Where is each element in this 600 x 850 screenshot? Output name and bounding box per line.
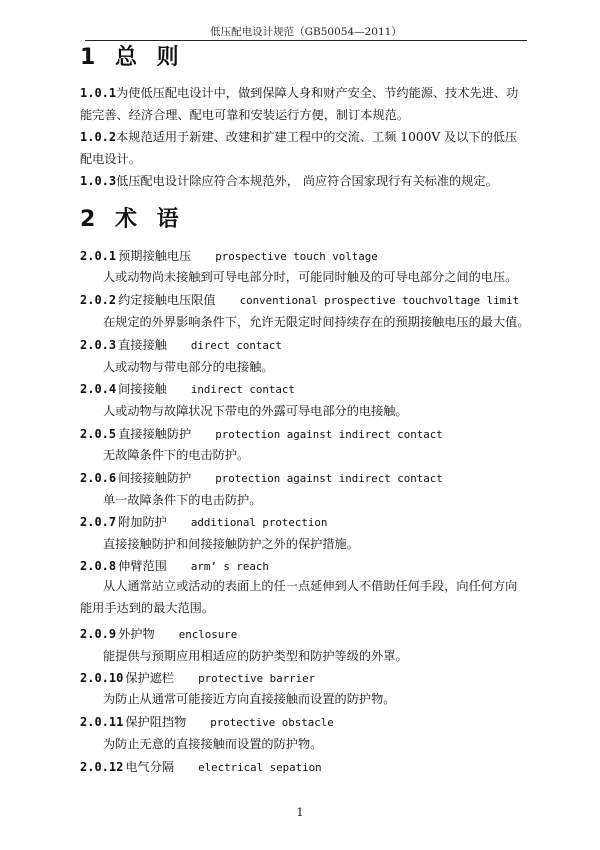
term-2-0-6: [80, 469, 443, 488]
term-2-0-5: [80, 425, 443, 444]
term-zh: 间接接触防护: [118, 471, 192, 485]
clause-text: 低压配电设计除应符合本规范外， 尚应符合国家现行有关标准的规定。: [116, 174, 498, 188]
term-en: protective obstacle: [210, 716, 334, 729]
term-en: conventional prospective touchvoltage limit: [239, 294, 520, 307]
term-en: additional protection: [190, 516, 328, 529]
clause-number: 1.0.1: [80, 86, 117, 100]
term-2-0-11: [80, 713, 334, 732]
chapter-1-title: 1 总 则: [80, 45, 185, 70]
clause-1-0-1: [80, 82, 522, 126]
term-definition: 为防止从通常可能接近方向直接接触而设置的防护物。: [103, 692, 396, 706]
term-zh: 预期接触电压: [118, 249, 192, 263]
term-zh: 电气分隔: [125, 760, 175, 774]
clause-text: 为使低压配电设计中，做到保障人身和财产安全、节约能源、技术先进、功能完善、经济合理、配电可靠和安装运行方便，制订本规范。: [80, 86, 519, 122]
term-number: 2.0.1: [80, 249, 117, 263]
term-2-0-7: [80, 513, 327, 532]
term-definition: 人或动物与带电部分的电接触。: [103, 360, 274, 374]
term-zh: 保护阻挡物: [125, 715, 187, 729]
term-zh: 保护遮栏: [125, 671, 175, 685]
term-2-0-8: [80, 557, 269, 576]
running-header: 低压配电设计规范（GB50054—2011）: [210, 26, 402, 38]
term-number: 2.0.10: [80, 671, 124, 685]
term-number: 2.0.11: [80, 715, 124, 729]
term-definition: 直接接触防护和间接接触防护之外的保护措施。: [103, 537, 359, 551]
term-2-0-10: [80, 669, 315, 688]
term-number: 2.0.5: [80, 427, 117, 441]
page-number: 1: [296, 806, 304, 819]
term-number: 2.0.7: [80, 515, 117, 529]
term-en: prospective touch voltage: [215, 250, 378, 263]
term-zh: 外护物: [118, 627, 155, 641]
term-en: protective barrier: [198, 672, 316, 685]
clause-number: 1.0.2: [80, 130, 117, 144]
term-en: enclosure: [178, 628, 238, 641]
clause-1-0-2: [80, 126, 522, 170]
chapter-2-title: 2 术 语: [80, 207, 185, 232]
term-definition: 从人通常站立或活动的表面上的任一点延伸到人不借助任何手段，向任何方向能用手达到的最大范围。: [80, 579, 518, 615]
term-en: protection against indirect contact: [215, 472, 443, 485]
clause-text: 本规范适用于新建、改建和扩建工程中的交流、工频 1000V 及以下的低压配电设计。: [80, 130, 518, 166]
term-en: direct contact: [190, 339, 282, 352]
term-2-0-4: [80, 380, 295, 399]
term-definition: 能提供与预期应用相适应的防护类型和防护等级的外罩。: [103, 649, 408, 663]
term-2-0-9: [80, 625, 237, 644]
term-zh: 间接接触: [118, 382, 167, 396]
term-number: 2.0.9: [80, 627, 117, 641]
term-zh: 附加防护: [118, 515, 167, 529]
term-definition: 无故障条件下的电击防护。: [103, 448, 250, 462]
term-zh: 直接接触防护: [118, 427, 192, 441]
term-number: 2.0.4: [80, 382, 117, 396]
term-number: 2.0.2: [80, 293, 117, 307]
term-definition: 人或动物与故障状况下带电的外露可导电部分的电接触。: [103, 404, 408, 418]
term-2-0-3: [80, 336, 282, 355]
term-definition: 为防止无意的直接接触而设置的防护物。: [103, 737, 323, 751]
term-definition: 在规定的外界影响条件下，允许无限定时间持续存在的预期接触电压的最大值。: [103, 315, 530, 329]
term-2-0-1: [80, 247, 378, 266]
term-number: 2.0.8: [80, 559, 117, 573]
term-zh: 约定接触电压限值: [118, 293, 216, 307]
term-en: indirect contact: [190, 383, 295, 396]
clause-number: 1.0.3: [80, 174, 117, 188]
clause-1-0-3: [80, 170, 522, 192]
term-zh: 伸臂范围: [118, 559, 167, 573]
term-en: arm’ s reach: [190, 560, 269, 573]
term-en: electrical sepation: [198, 761, 322, 774]
term-number: 2.0.6: [80, 471, 117, 485]
term-en: protection against indirect contact: [215, 428, 443, 441]
term-definition: 人或动物尚未接触到可导电部分时，可能同时触及的可导电部分之间的电压。: [103, 270, 518, 284]
term-number: 2.0.3: [80, 338, 117, 352]
term-definition: 单一故障条件下的电击防护。: [103, 493, 262, 507]
term-zh: 直接接触: [118, 338, 167, 352]
term-2-0-12: [80, 758, 322, 777]
term-2-0-2: [80, 291, 519, 310]
term-number: 2.0.12: [80, 760, 124, 774]
